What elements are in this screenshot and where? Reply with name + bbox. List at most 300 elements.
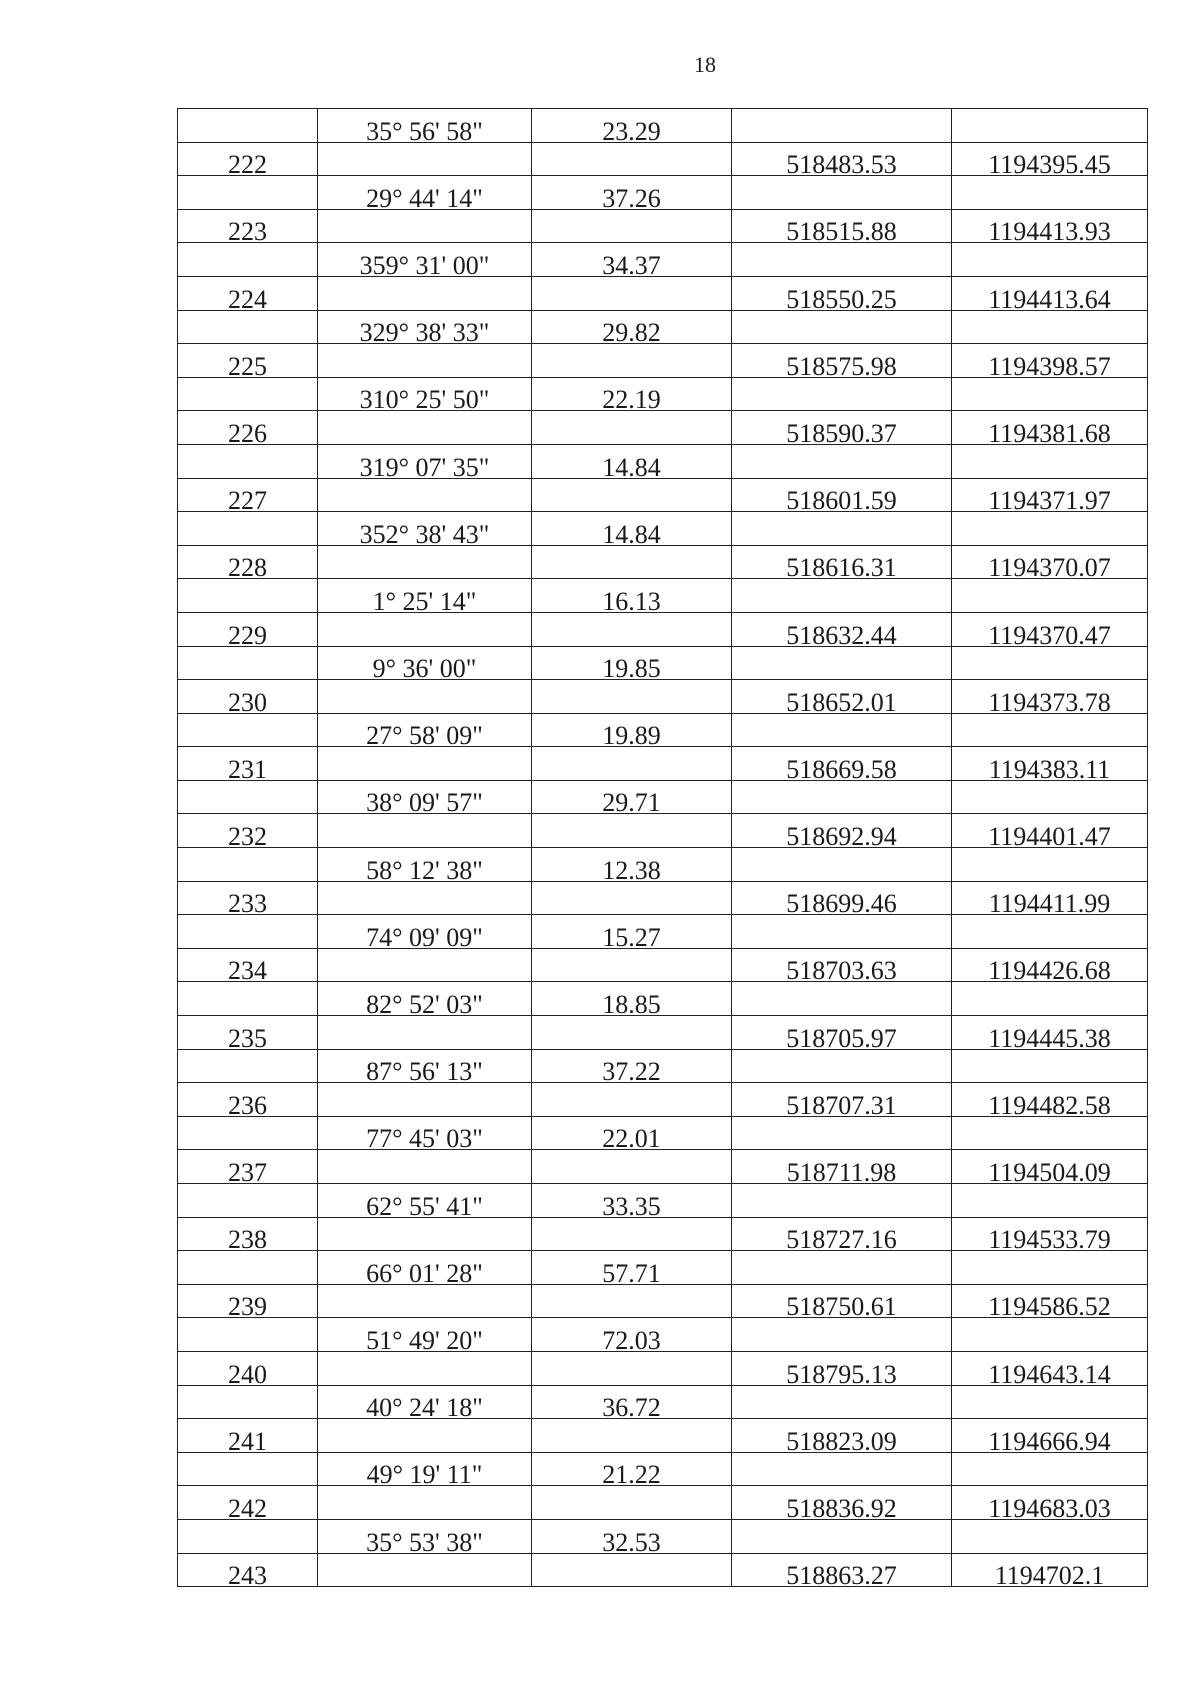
bearing-cell [318, 1452, 532, 1486]
northing-value: 518863.27 [786, 1561, 897, 1587]
leg-row [178, 444, 1148, 478]
northing-cell [732, 1351, 952, 1385]
bearing-value: 9° 36' 00" [372, 654, 477, 680]
northing-value: 518707.31 [786, 1090, 897, 1117]
station-row [178, 344, 1148, 378]
station-row [178, 1217, 1148, 1251]
distance-value: 37.26 [602, 183, 661, 210]
traverse-table [177, 108, 1148, 1587]
easting-value: 1194504.09 [988, 1158, 1111, 1184]
distance-cell [532, 478, 732, 512]
bearing-cell [318, 1016, 532, 1050]
leg-row [178, 1049, 1148, 1083]
distance-value: 14.84 [602, 452, 661, 479]
station-row [178, 478, 1148, 512]
bearing-cell [318, 747, 532, 781]
station-value: 242 [228, 1493, 267, 1520]
easting-cell [952, 881, 1148, 915]
easting-value: 1194371.97 [988, 486, 1111, 512]
distance-value: 14.84 [602, 519, 661, 546]
distance-value: 72.03 [602, 1325, 661, 1352]
bearing-value: 352° 38' 43" [359, 519, 490, 546]
distance-value: 16.13 [602, 586, 661, 613]
northing-cell [732, 713, 952, 747]
easting-value: 1194683.03 [988, 1493, 1111, 1520]
bearing-cell [318, 545, 532, 579]
northing-value: 518515.88 [786, 217, 897, 243]
easting-cell [952, 276, 1148, 310]
distance-cell [532, 1217, 732, 1251]
station-value: 231 [228, 754, 267, 781]
station-value: 228 [228, 553, 267, 579]
northing-cell [732, 1486, 952, 1520]
easting-cell [952, 1553, 1148, 1587]
station-cell [178, 1116, 318, 1150]
station-cell [178, 948, 318, 982]
northing-value: 518727.16 [786, 1225, 897, 1251]
station-cell [178, 1016, 318, 1050]
distance-cell [532, 646, 732, 680]
easting-value: 1194411.99 [988, 889, 1111, 915]
bearing-cell [318, 948, 532, 982]
distance-cell [532, 1385, 732, 1419]
station-cell [178, 545, 318, 579]
distance-cell [532, 780, 732, 814]
station-cell [178, 1486, 318, 1520]
easting-cell [952, 310, 1148, 344]
bearing-cell [318, 680, 532, 714]
station-value: 235 [228, 1023, 267, 1050]
northing-value: 518616.31 [786, 553, 897, 579]
station-cell [178, 1318, 318, 1352]
northing-value: 518652.01 [786, 687, 897, 714]
bearing-cell [318, 1519, 532, 1553]
northing-cell [732, 1385, 952, 1419]
easting-cell [952, 1016, 1148, 1050]
northing-value: 518632.44 [786, 620, 897, 646]
leg-row [178, 243, 1148, 277]
station-cell [178, 1251, 318, 1285]
station-row [178, 1016, 1148, 1050]
northing-cell [732, 1217, 952, 1251]
bearing-cell [318, 612, 532, 646]
easting-cell [952, 915, 1148, 949]
northing-cell [732, 1016, 952, 1050]
bearing-cell [318, 1351, 532, 1385]
bearing-cell [318, 1486, 532, 1520]
bearing-cell [318, 1150, 532, 1184]
distance-value: 21.22 [602, 1460, 661, 1486]
station-row [178, 1150, 1148, 1184]
distance-cell [532, 579, 732, 613]
easting-cell [952, 1419, 1148, 1453]
bearing-cell [318, 1184, 532, 1218]
station-cell [178, 1553, 318, 1587]
easting-value: 1194666.94 [988, 1426, 1111, 1453]
northing-value: 518601.59 [786, 486, 897, 512]
leg-row [178, 1519, 1148, 1553]
bearing-cell [318, 109, 532, 143]
leg-row [178, 377, 1148, 411]
bearing-cell [318, 1083, 532, 1117]
distance-cell [532, 109, 732, 143]
station-cell [178, 310, 318, 344]
bearing-value: 319° 07' 35" [359, 452, 490, 479]
distance-value: 19.89 [602, 721, 661, 747]
leg-row [178, 176, 1148, 210]
station-value: 241 [228, 1426, 267, 1453]
northing-cell [732, 1318, 952, 1352]
station-cell [178, 512, 318, 546]
easting-cell [952, 680, 1148, 714]
northing-cell [732, 310, 952, 344]
distance-value: 37.22 [602, 1057, 661, 1083]
distance-cell [532, 1016, 732, 1050]
distance-cell [532, 1083, 732, 1117]
station-cell [178, 109, 318, 143]
leg-row [178, 579, 1148, 613]
station-row [178, 1284, 1148, 1318]
distance-value: 33.35 [602, 1191, 661, 1218]
easting-cell [952, 1318, 1148, 1352]
easting-cell [952, 1452, 1148, 1486]
distance-cell [532, 1519, 732, 1553]
station-cell [178, 1217, 318, 1251]
station-cell [178, 1385, 318, 1419]
station-row [178, 411, 1148, 445]
northing-cell [732, 344, 952, 378]
station-value: 230 [228, 687, 267, 714]
station-cell [178, 982, 318, 1016]
easting-value: 1194413.93 [988, 217, 1111, 243]
distance-cell [532, 1452, 732, 1486]
easting-value: 1194643.14 [988, 1359, 1111, 1386]
bearing-value: 310° 25' 50" [359, 385, 490, 411]
easting-cell [952, 1184, 1148, 1218]
bearing-cell [318, 1385, 532, 1419]
northing-value: 518692.94 [786, 822, 897, 848]
easting-cell [952, 747, 1148, 781]
distance-cell [532, 814, 732, 848]
easting-cell [952, 478, 1148, 512]
northing-value: 518590.37 [786, 418, 897, 445]
station-cell [178, 713, 318, 747]
bearing-cell [318, 276, 532, 310]
station-cell [178, 444, 318, 478]
northing-cell [732, 612, 952, 646]
easting-value: 1194373.78 [988, 687, 1111, 714]
easting-cell [952, 1083, 1148, 1117]
station-row [178, 747, 1148, 781]
easting-value: 1194702.1 [994, 1561, 1105, 1587]
bearing-cell [318, 1318, 532, 1352]
station-cell [178, 209, 318, 243]
northing-cell [732, 1553, 952, 1587]
distance-value: 32.53 [602, 1527, 661, 1554]
northing-cell [732, 1116, 952, 1150]
northing-cell [732, 680, 952, 714]
easting-cell [952, 209, 1148, 243]
northing-cell [732, 780, 952, 814]
station-cell [178, 1419, 318, 1453]
easting-cell [952, 1116, 1148, 1150]
station-cell [178, 377, 318, 411]
bearing-cell [318, 1419, 532, 1453]
leg-row [178, 1452, 1148, 1486]
bearing-cell [318, 814, 532, 848]
station-cell [178, 1519, 318, 1553]
northing-value: 518711.98 [786, 1158, 897, 1184]
traverse-table-body [178, 109, 1148, 1587]
station-cell [178, 1452, 318, 1486]
station-cell [178, 243, 318, 277]
bearing-cell [318, 646, 532, 680]
bearing-cell [318, 1284, 532, 1318]
northing-cell [732, 948, 952, 982]
northing-value: 518705.97 [786, 1023, 897, 1050]
easting-cell [952, 411, 1148, 445]
bearing-value: 35° 53' 38" [366, 1527, 483, 1554]
station-cell [178, 814, 318, 848]
bearing-value: 62° 55' 41" [366, 1191, 483, 1218]
northing-cell [732, 142, 952, 176]
leg-row [178, 848, 1148, 882]
easting-value: 1194381.68 [988, 418, 1111, 445]
distance-cell [532, 1486, 732, 1520]
easting-cell [952, 1049, 1148, 1083]
leg-row [178, 982, 1148, 1016]
distance-cell [532, 713, 732, 747]
station-cell [178, 747, 318, 781]
bearing-cell [318, 512, 532, 546]
easting-cell [952, 1519, 1148, 1553]
distance-cell [532, 344, 732, 378]
easting-value: 1194413.64 [988, 284, 1111, 311]
distance-cell [532, 848, 732, 882]
bearing-cell [318, 915, 532, 949]
bearing-cell [318, 1116, 532, 1150]
distance-cell [532, 276, 732, 310]
station-cell [178, 411, 318, 445]
distance-value: 29.71 [602, 788, 661, 814]
station-cell [178, 1150, 318, 1184]
northing-cell [732, 478, 952, 512]
distance-cell [532, 512, 732, 546]
easting-value: 1194586.52 [988, 1292, 1111, 1318]
distance-cell [532, 1284, 732, 1318]
leg-row [178, 512, 1148, 546]
distance-cell [532, 680, 732, 714]
bearing-value: 49° 19' 11" [366, 1460, 483, 1486]
northing-cell [732, 411, 952, 445]
northing-cell [732, 1419, 952, 1453]
station-value: 233 [228, 889, 267, 915]
bearing-cell [318, 579, 532, 613]
distance-value: 22.01 [602, 1124, 661, 1150]
easting-value: 1194445.38 [988, 1023, 1111, 1050]
station-row [178, 1351, 1148, 1385]
distance-cell [532, 1419, 732, 1453]
easting-cell [952, 1486, 1148, 1520]
easting-cell [952, 848, 1148, 882]
northing-cell [732, 1284, 952, 1318]
station-cell [178, 579, 318, 613]
easting-value: 1194482.58 [988, 1090, 1111, 1117]
easting-cell [952, 814, 1148, 848]
northing-cell [732, 915, 952, 949]
distance-cell [532, 142, 732, 176]
easting-cell [952, 142, 1148, 176]
bearing-cell [318, 444, 532, 478]
station-cell [178, 1184, 318, 1218]
bearing-value: 77° 45' 03" [366, 1124, 483, 1150]
easting-cell [952, 780, 1148, 814]
northing-cell [732, 512, 952, 546]
distance-cell [532, 881, 732, 915]
distance-cell [532, 1184, 732, 1218]
station-cell [178, 276, 318, 310]
leg-row [178, 780, 1148, 814]
station-cell [178, 1284, 318, 1318]
bearing-value: 27° 58' 09" [366, 721, 483, 747]
easting-cell [952, 1385, 1148, 1419]
distance-value: 18.85 [602, 990, 661, 1016]
northing-cell [732, 646, 952, 680]
northing-cell [732, 814, 952, 848]
northing-cell [732, 1251, 952, 1285]
station-row [178, 1419, 1148, 1453]
station-value: 236 [228, 1090, 267, 1117]
distance-cell [532, 176, 732, 210]
northing-cell [732, 243, 952, 277]
bearing-cell [318, 1049, 532, 1083]
northing-cell [732, 109, 952, 143]
station-row [178, 1553, 1148, 1587]
distance-value: 57.71 [602, 1258, 661, 1285]
bearing-cell [318, 848, 532, 882]
distance-cell [532, 1553, 732, 1587]
station-cell [178, 780, 318, 814]
station-value: 222 [228, 150, 267, 176]
station-value: 238 [228, 1225, 267, 1251]
northing-cell [732, 444, 952, 478]
distance-cell [532, 545, 732, 579]
bearing-value: 329° 38' 33" [359, 318, 490, 344]
easting-cell [952, 1251, 1148, 1285]
distance-cell [532, 1351, 732, 1385]
bearing-value: 82° 52' 03" [366, 990, 483, 1016]
easting-value: 1194533.79 [988, 1225, 1111, 1251]
distance-value: 19.85 [602, 654, 661, 680]
northing-value: 518750.61 [786, 1292, 897, 1318]
distance-cell [532, 377, 732, 411]
easting-value: 1194395.45 [988, 150, 1111, 176]
station-cell [178, 915, 318, 949]
northing-cell [732, 1184, 952, 1218]
station-value: 240 [228, 1359, 267, 1386]
northing-value: 518836.92 [786, 1493, 897, 1520]
northing-cell [732, 747, 952, 781]
station-value: 229 [228, 620, 267, 646]
bearing-value: 38° 09' 57" [366, 788, 483, 814]
northing-value: 518483.53 [786, 150, 897, 176]
northing-cell [732, 176, 952, 210]
easting-cell [952, 377, 1148, 411]
easting-cell [952, 579, 1148, 613]
bearing-cell [318, 377, 532, 411]
station-cell [178, 142, 318, 176]
northing-cell [732, 1049, 952, 1083]
bearing-value: 1° 25' 14" [372, 586, 477, 613]
distance-cell [532, 1049, 732, 1083]
leg-row [178, 109, 1148, 143]
northing-cell [732, 579, 952, 613]
easting-value: 1194426.68 [988, 956, 1111, 982]
bearing-value: 58° 12' 38" [366, 855, 483, 882]
bearing-value: 87° 56' 13" [366, 1057, 483, 1083]
station-row [178, 612, 1148, 646]
distance-value: 22.19 [602, 385, 661, 411]
distance-cell [532, 1251, 732, 1285]
easting-value: 1194401.47 [988, 822, 1111, 848]
station-value: 226 [228, 418, 267, 445]
station-cell [178, 344, 318, 378]
easting-cell [952, 512, 1148, 546]
station-row [178, 881, 1148, 915]
leg-row [178, 1184, 1148, 1218]
northing-cell [732, 848, 952, 882]
easting-cell [952, 1150, 1148, 1184]
bearing-cell [318, 982, 532, 1016]
page-number: 18 [694, 52, 716, 77]
distance-cell [532, 243, 732, 277]
easting-cell [952, 948, 1148, 982]
easting-cell [952, 344, 1148, 378]
leg-row [178, 915, 1148, 949]
station-cell [178, 1049, 318, 1083]
bearing-cell [318, 1553, 532, 1587]
station-value: 224 [228, 284, 267, 311]
bearing-value: 35° 56' 58" [366, 116, 483, 143]
easting-cell [952, 982, 1148, 1016]
easting-cell [952, 1351, 1148, 1385]
distance-cell [532, 747, 732, 781]
northing-cell [732, 1150, 952, 1184]
bearing-cell [318, 713, 532, 747]
station-row [178, 545, 1148, 579]
northing-cell [732, 982, 952, 1016]
easting-cell [952, 176, 1148, 210]
station-cell [178, 881, 318, 915]
distance-cell [532, 444, 732, 478]
bearing-cell [318, 142, 532, 176]
bearing-cell [318, 478, 532, 512]
distance-cell [532, 948, 732, 982]
station-cell [178, 680, 318, 714]
station-value: 223 [228, 217, 267, 243]
easting-cell [952, 612, 1148, 646]
station-cell [178, 176, 318, 210]
distance-cell [532, 982, 732, 1016]
northing-value: 518575.98 [786, 351, 897, 378]
northing-value: 518823.09 [786, 1426, 897, 1453]
northing-cell [732, 1083, 952, 1117]
northing-cell [732, 276, 952, 310]
leg-row [178, 1385, 1148, 1419]
distance-cell [532, 310, 732, 344]
station-value: 225 [228, 351, 267, 378]
easting-value: 1194370.47 [988, 620, 1111, 646]
